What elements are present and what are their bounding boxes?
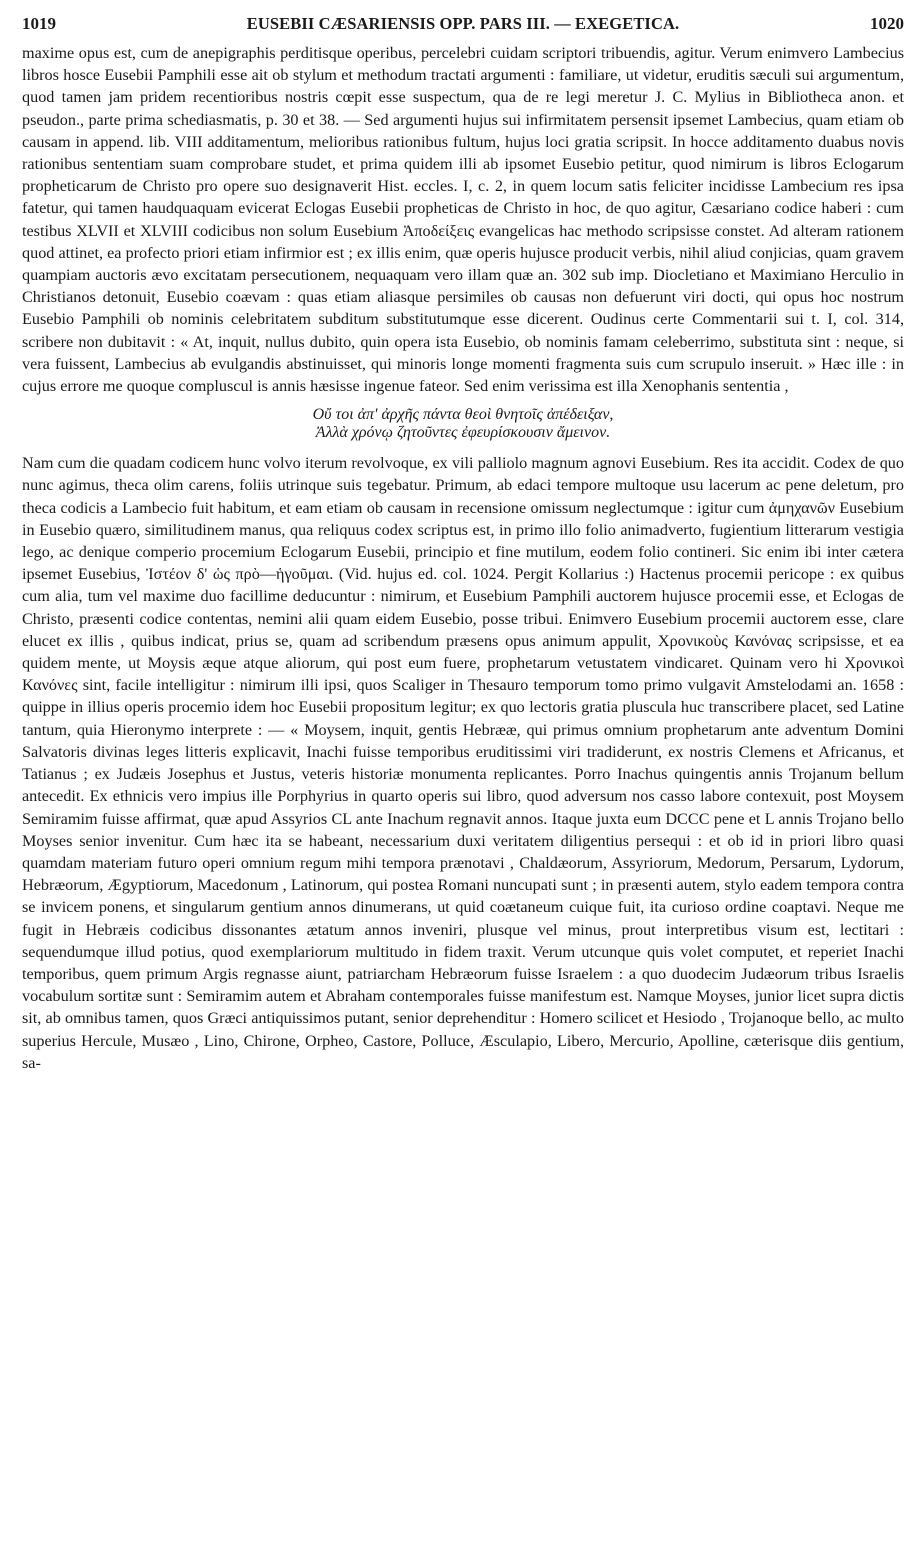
paragraph-1: maxime opus est, cum de anepigraphis perditisque operibus, percelebri cuidam scriptori tribuendis, agitur. Verum enimvero Lambecius libros hosce Eusebii Pamphili esse ait ob stylum et methodum tractati argumenti : familiare, ut videtur, eruditis sæculi sui argumentum, quod tamen jam pridem recentioribus nostris cœpit esse suspectum, qua de re legi meretur J. C. Mylius in Bibliotheca anon. et pseudon., parte prima schediasmatis, p. 30 et 38. — Sed argumenti hujus sui infirmitatem persensit ipsemet Lambecius, quam etiam ob causam in append. lib. VIII additamentum, melioribus rationibus fultum, hujus loci gratia scripsit. In hocce additamento duabus novis rationibus sententiam suam comprobare studet, et prima quidem illi ab ipsomet Eusebio petitur, quod nimirum is libros Eclogarum propheticarum de Christo pro opere suo designaverit Hist. eccles. I, c. 2, in quem locum satis feliciter incidisse Lambecium res ipsa fatetur, qui tamen haudquaquam evicerat Eclogas Eusebii propheticas de Christo in hoc, de quo agitur, Cæsariano codice haberi : cum testibus XLVII et XLVIII codicibus non solum Eusebium Ἀποδείξεις evangelicas hac methodo scripsisse constet. Ad alteram rationem quod attinet, ea profecto priori etiam infirmior est ; ex illis enim, quæ operis hujusce producit verbis, nihil aliud conjicias, quam gravem quampiam auctoris ævo excitatam persecutionem, nequaquam vero illam quæ an. 302 sub imp. Diocletiano et Maximiano Herculio in Christianos detonuit, Eusebio coævam : quas etiam aliasque persimiles ob causas non defuerunt viri docti, qui opus hoc nostrum Eusebio Pamphili ob nominis celebritatem subditum substitutumque esse dicerent. Oudinus certe Commentarii sui t. I, col. 314, scribere non dubitavit : « At, inquit, nullus dubito, quin opera ista Eusebio, ob nominis famam celeberrimo, substituta sint : neque, si vera fuissent, Lambecius ab evulgandis abstinuisset, qui minoris longe momenti fragmenta suis cum scrupulo inseruit. » Hæc ille : in cujus errore me quoque compluscul is annis hæsisse ingenue fateor. Sed enim verissima est illa Xenophanis sententia , (22, 44, 904, 396)
running-title: EUSEBII CÆSARIENSIS OPP. PARS III. — EXEGETICA. (246, 14, 680, 33)
running-header (22, 14, 904, 40)
verse-line-2: Ἀλλὰ χρόνῳ ζητοῦντες ἐφευρίσκουσιν ἄμεινον. (315, 424, 611, 442)
text-body (22, 42, 904, 1074)
paragraph-2: Nam cum die quadam codicem hunc volvo iterum revolvoque, ex vili palliolo magnum agnovi Eusebium. Res ita accidit. Codex de quo nunc agimus, theca olim carens, foliis utrinque suis tegebatur. Primum, ab edaci tempore multoque usu lacerum ac pene deletum, pro theca codicis a Lambecio fuit habitum, et eam etiam ob causam in recensione omissum neglectumque : igitur cum ἀμηχανῶν Eusebium in Eusebio quæro, similitudinem manus, qua reliquus codex scriptus est, in primo illo folio animadverto, fugientium litterarum vestigia lego, ac denique comperio procemium Eclogarum Eusebii, principio et fine mutilum, eodem folio contineri. Sic enim ibi inter cætera ipsemet Eusebius, Ἰστέον δ' ὡς πρὸ—ἡγοῦμαι. (Vid. hujus ed. col. 1024. Pergit Kollarius :) Hactenus procemii pericope : ex quibus cum alia, tum vel maxime duo facillime deducuntur : nimirum, et Eusebium Pamphili auctorem hujusce procemii esse, et Eclogas de Christo, præsenti codice contentas, nemini alii quam eidem Eusebio, posse tribui. Enimvero Eusebium procemii auctorem esse, clare elucet ex illis , quibus indicat, prius se, quam ad scribendum præsens opus animum appulit, Χρονικοὺς Κανόνας scripsisse, et ea quidem mente, ut Moysis æque atque aliorum, qui post eum fuere, prophetarum vetustatem vindicaret. Quinam vero hi Χρονικοὶ Κανόνες sint, facile intelligitur : nimirum illi ipsi, quos Scaliger in Thesauro temporum tomo primo vulgavit Amstelodami an. 1658 : quippe in illius operis procemio idem hoc Eusebii propositum legitur; ex quo lectoris gratia pluscula huc transcribere placet, sed Latine tantum, quia Hieronymo interprete : — « Moysem, inquit, gentis Hebrææ, qui primus omnium prophetarum ante adventum Domini Salvatoris divinas leges litteris explicavit, Inachi fuisse temporibus eruditissimi viri tradiderunt, ex nostris Clemens et Africanus, et Tatianus ; ex Judæis Josephus et Justus, veteris historiæ monumenta replicantes. Porro Inachus quingentis annis Trojanum bellum antecedit. Ex ethnicis vero impius ille Porphyrius in quarto operis sui libro, quod adversum nos casso labore contexuit, post Moysem Semiramim fuisse affirmat, quæ apud Assyrios CL ante Inachum regnavit annos. Itaque juxta eum DCCC pene et L annis Trojano bello Moyses senior invenitur. Cum hæc ita se habeant, necessarium duxi veritatem diligentius persequi : et ob id in priori libro quasi quamdam materiam futuro operi omnium regum mihi tempora prænotavi , Chaldæorum, Assyriorum, Medorum, Persarum, Lydorum, Hebræorum, Ægyptiorum, Macedonum , Latinorum, qui postea Romani nuncupati sunt ; in præsenti autem, stylo eadem tempora contra se invicem ponens, et singularum gentium annos dinumerans, ut quid coætaneum cuique fuit, ita curioso ordine coaptavi. Neque me fugit in Hebræis codicibus dissonantes ætatum annos inveniri, plusque vel minus, prout interpretibus visum est, lectitari : sequendumque illud potius, quod exemplariorum multitudo in fidem traxit. Verum utcunque quis volet computet, et reperiet Inachi temporibus, quem primum Argis regnasse aiunt, patriarcham Hebræorum fuisse Israelem : a quo duodecim Judæorum tribus Israelis vocabulum sortitæ sunt : Semiramim autem et Abraham contemporales fuisse manifestum est. Namque Moyses, junior licet supra dictis sit, ab omnibus tamen, quos Græci antiquissimos putant, senior deprehenditur : Homero scilicet et Hesiodo , Trojanoque bello, ac multo superius Hercule, Musæo , Lino, Chirone, Orpheo, Castore, Polluce, Æsculapio, Libero, Mercurio, Apolline, cæterisque diis gentium, sa- (22, 454, 904, 1072)
document-page (22, 14, 904, 1074)
page-number-left: 1019 (22, 14, 56, 33)
page-number-right: 1020 (869, 14, 904, 33)
verse-line-1: Οὔ τοι ἀπ' ἀρχῆς πάντα θεοὶ θνητοῖς ἀπέδειξαν, (312, 406, 614, 424)
greek-verse (22, 406, 904, 442)
